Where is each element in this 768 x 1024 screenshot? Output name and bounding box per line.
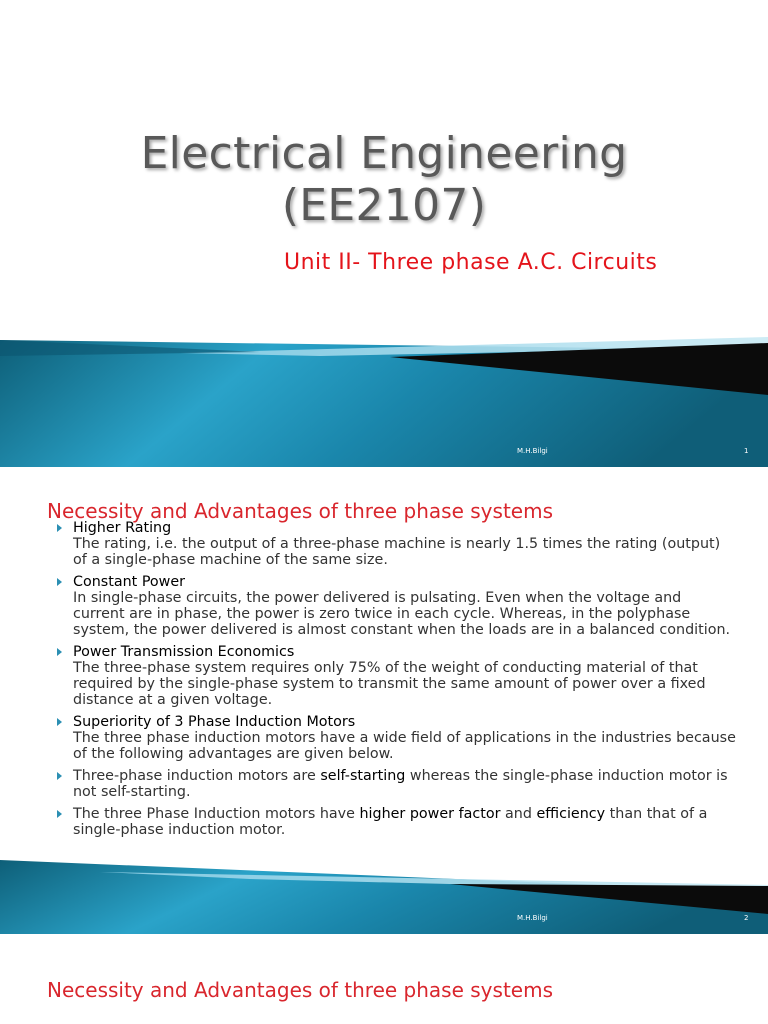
footer-author: M.H.Bilgi (517, 447, 548, 455)
decorative-band (0, 467, 768, 934)
bullet-text: and (500, 806, 537, 822)
bullet-text: The three Phase Induction motors have (73, 806, 360, 822)
bullet-title: Power Transmission Economics (73, 644, 295, 660)
title-line-2: (EE2107) (281, 180, 487, 231)
title-line-1: Electrical Engineering (140, 128, 628, 179)
slide-3 (0, 934, 768, 1024)
bullet-body: In single-phase circuits, the power delivered is pulsating. Even when the voltage and current are in phase, the power is zero twice in each cycle. Whereas, in the polyphase system, the power delivered is almost constant when the loads are in a balanced condition. (73, 590, 731, 638)
bullet-text: whereas the single-phase induction motor is not self-starting. (73, 768, 728, 800)
page-number: 1 (744, 447, 749, 455)
slide-subtitle: Unit II- Three phase A.C. Circuits (284, 250, 658, 275)
footer-author: M.H.Bilgi (517, 914, 548, 922)
slide-2 (0, 467, 768, 934)
page-number: 2 (744, 914, 749, 922)
bullet-body: The three-phase system requires only 75% of the weight of conducting material of that required by the single-phase system to transmit the same amount of power over a fixed distance at a given voltage. (73, 660, 706, 708)
slide-heading: Necessity and Advantages of three phase systems (47, 499, 553, 523)
bullet-title: Constant Power (73, 574, 186, 590)
bullet-text: than that of a single-phase induction motor. (73, 806, 708, 838)
bullet-emphasis: higher power factor (359, 806, 501, 822)
bullet-title: Higher Rating (73, 520, 172, 536)
slide-heading: Necessity and Advantages of three phase systems (47, 978, 553, 1002)
bullet-title: Superiority of 3 Phase Induction Motors (73, 714, 356, 730)
slide-1 (0, 0, 768, 467)
bullet-body: The rating, i.e. the output of a three-phase machine is nearly 1.5 times the rating (output) of a single-phase machine of the same size. (73, 536, 721, 568)
bullet-body: The three phase induction motors have a wide field of applications in the industries because of the following advantages are given below. (73, 730, 736, 762)
bullet-emphasis: efficiency (536, 806, 606, 822)
bullet-emphasis: self-starting (320, 768, 406, 784)
decorative-band (0, 0, 768, 467)
bullet-text: Three-phase induction motors are (73, 768, 321, 784)
